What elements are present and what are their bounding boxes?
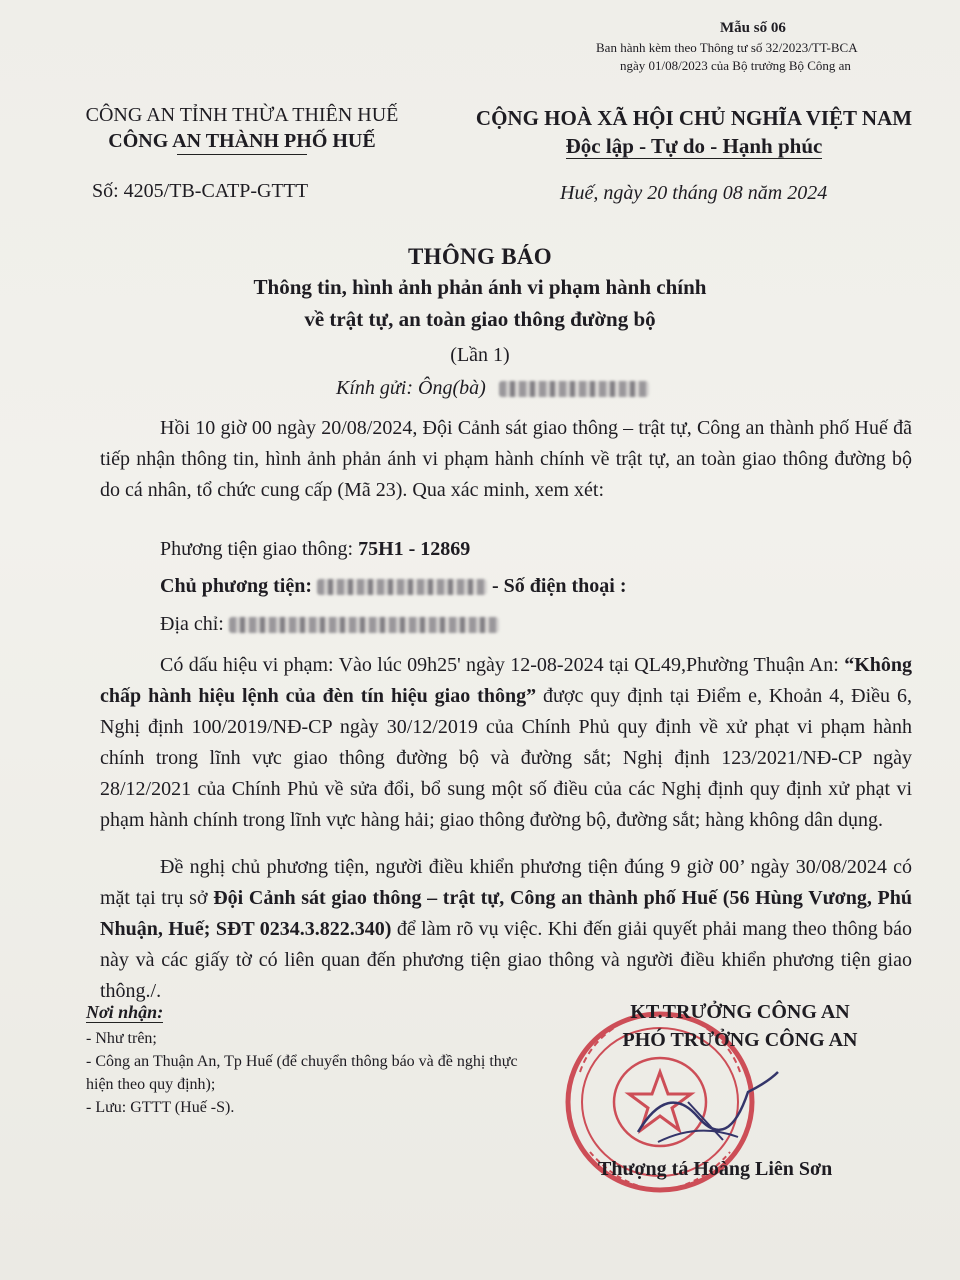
form-number: Mẫu số 06	[720, 20, 786, 36]
owner-label: Chủ phương tiện:	[160, 575, 318, 597]
signature-title-2: PHÓ TRƯỞNG CÔNG AN	[622, 1029, 858, 1051]
paragraph-request	[100, 852, 912, 1007]
vehicle-line	[160, 538, 470, 561]
recipients-block	[86, 1002, 546, 1119]
recipient-item: - Lưu: GTTT (Huế -S).	[86, 1099, 235, 1116]
violation-legal-basis: được quy định tại Điểm e, Khoản 4, Điều 6, Nghị định 100/2019/NĐ-CP ngày 30/12/2019 của Chính Phủ quy định về xử phạt vi phạm hành chính trong lĩnh vực giao thông đường bộ và đường sắt; Nghị định 123/2021/NĐ-CP ngày 28/12/2021 của Chính Phủ về sửa đổi, bổ sung một số điều của các Nghị định quy định xử phạt vi phạm hành chính trong lĩnh vực hàng hải; giao thông đường bộ, đường sắt; hàng không dân dụng.	[100, 685, 912, 831]
redacted-recipient-name	[499, 381, 649, 397]
nation-name: CỘNG HOÀ XÃ HỘI CHỦ NGHĨA VIỆT NAM	[475, 106, 913, 130]
form-note-line2: ngày 01/08/2023 của Bộ trưởng Bộ Công an	[620, 58, 851, 73]
address-line	[160, 613, 499, 636]
document-title: THÔNG BÁO	[408, 244, 552, 269]
greeting-line	[336, 377, 649, 400]
signature-title-1: KT.TRƯỞNG CÔNG AN	[630, 1001, 850, 1023]
request-rest: để làm rõ vụ việc. Khi đến giải quyết phải mang theo thông báo này và các giấy tờ có liên quan đến phương tiện giao thông và người điều khiển phương tiện giao thông./.	[100, 918, 913, 1002]
issuing-agency	[62, 102, 422, 155]
signature-block	[590, 998, 890, 1054]
form-note-line1: Ban hành kèm theo Thông tư số 32/2023/TT-BCA	[596, 40, 858, 55]
document-subtitle-1: Thông tin, hình ảnh phản ánh vi phạm hành chính	[253, 275, 707, 299]
national-header	[444, 104, 944, 160]
agency-name: CÔNG AN THÀNH PHỐ HUẾ	[108, 130, 376, 152]
document-number: Số: 4205/TB-CATP-GTTT	[92, 180, 309, 202]
request-lead: Đề nghị chủ phương tiện, người điều khiển phương tiện đúng 9 giờ 00’ ngày 30/08/2024 có mặt tại trụ sở	[100, 856, 912, 909]
document-subtitle-2: về trật tự, an toàn giao thông đường bộ	[304, 307, 656, 331]
attempt-number: (Lần 1)	[450, 344, 510, 366]
address-label: Địa chỉ:	[160, 613, 229, 635]
redacted-address	[229, 617, 499, 633]
document-date: Huế, ngày 20 tháng 08 năm 2024	[560, 182, 828, 204]
nation-motto: Độc lập - Tự do - Hạnh phúc	[565, 134, 823, 158]
recipient-item: - Như trên;	[86, 1030, 157, 1047]
redacted-owner-name	[317, 579, 487, 595]
signer-name: Thượng tá Hoàng Liên Sơn	[598, 1158, 833, 1180]
violation-lead: Có dấu hiệu vi phạm: Vào lúc 09h25' ngày 12-08-2024 tại QL49,Phường Thuận An:	[160, 654, 845, 676]
request-office: Đội Cảnh sát giao thông – trật tự, Công an thành phố Huế (56 Hùng Vương, Phú Nhuận, Huế; SĐT 0234.3.822.340)	[100, 887, 913, 940]
violation-description: “Không chấp hành hiệu lệnh của đèn tín hiệu giao thông”	[100, 654, 912, 707]
paragraph-violation	[100, 650, 912, 836]
paragraph-intro-text: Hồi 10 giờ 00 ngày 20/08/2024, Đội Cảnh sát giao thông – trật tự, Công an thành phố Huế đã tiếp nhận thông tin, hình ảnh phản ánh vi phạm hành chính về trật tự, an toàn giao thông đường bộ do cá nhân, tổ chức cung cấp (Mã 23). Qua xác minh, xem xét:	[100, 417, 912, 501]
greeting-label: Kính gửi: Ông(bà)	[336, 377, 486, 399]
phone-label: - Số điện thoại :	[487, 575, 627, 597]
handwritten-signature	[628, 1062, 788, 1152]
owner-line	[160, 575, 626, 598]
recipients-heading: Nơi nhận:	[86, 1002, 164, 1022]
agency-parent: CÔNG AN TỈNH THỪA THIÊN HUẾ	[85, 104, 399, 126]
vehicle-plate: 75H1 - 12869	[358, 538, 471, 560]
paragraph-intro	[100, 413, 912, 506]
agency-underline	[177, 154, 307, 155]
vehicle-label: Phương tiện giao thông:	[160, 538, 359, 560]
recipient-item: - Công an Thuận An, Tp Huế (để chuyển thông báo và đề nghị thực hiện theo quy định);	[86, 1053, 518, 1093]
